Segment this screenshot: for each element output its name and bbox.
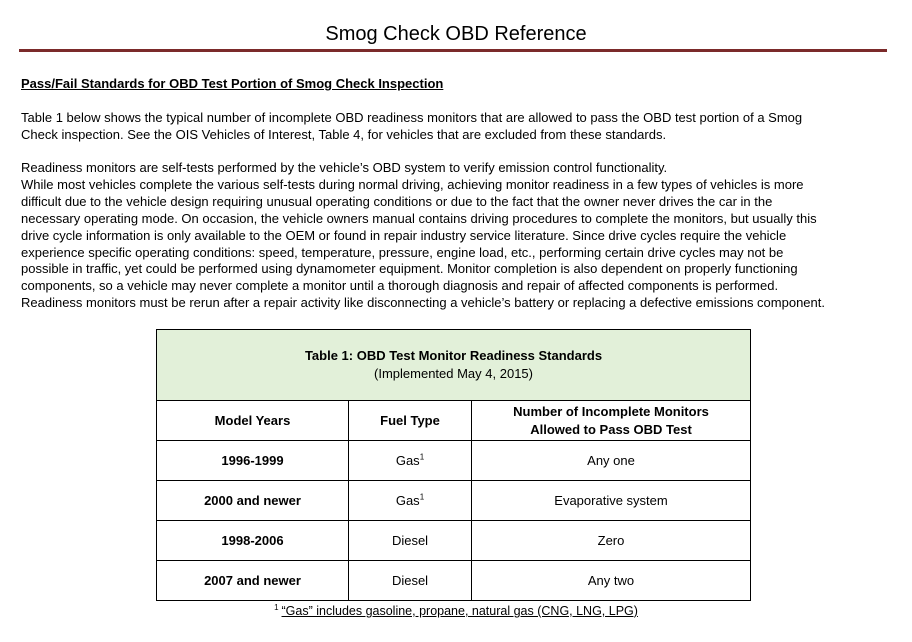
intro-paragraph-line: Check inspection. See the OIS Vehicles of Interest, Table 4, for vehicles that are excluded from these standards. (21, 126, 667, 142)
column-header-monitors (472, 401, 751, 441)
monitors-cell: Evaporative system (472, 481, 751, 521)
readiness-paragraph-line: experience specific operating conditions: speed, temperature, pressure, engine load, etc., performing certain drive cycles may not be (21, 244, 784, 260)
table-caption (157, 330, 751, 401)
footnote-marker: 1 (419, 492, 425, 502)
fuel-type-cell (349, 561, 472, 601)
fuel-type-cell (349, 481, 472, 521)
readiness-paragraph-line: Readiness monitors are self-tests performed by the vehicle’s OBD system to verify emission control functionality. (21, 160, 668, 175)
table-row (157, 441, 751, 481)
readiness-standards-table (156, 329, 751, 601)
fuel-type-text: Diesel (391, 533, 429, 548)
readiness-paragraph-line: components, so a vehicle may never complete a monitor until a thorough diagnosis and repair of affected components is performed. (21, 278, 779, 294)
column-header-model-years: Model Years (157, 401, 349, 441)
table-row (157, 521, 751, 561)
table-footnote (0, 603, 912, 619)
readiness-paragraph-line: possible in traffic, yet could be performed using dynamometer equipment. Monitor completion is also dependent on properly functioning (21, 261, 798, 277)
model-years-cell: 2000 and newer (157, 481, 349, 521)
monitors-cell: Any one (472, 441, 751, 481)
title-rule (19, 49, 887, 52)
footnote-text: “Gas” includes gasoline, propane, natural gas (CNG, LNG, LPG) (281, 604, 638, 618)
intro-paragraph-line: Table 1 below shows the typical number of incomplete OBD readiness monitors that are allowed to pass the OBD test portion of a Smog (21, 110, 803, 125)
fuel-type-cell (349, 441, 472, 481)
table-header-row (157, 401, 751, 441)
column-header-monitors-line: Allowed to Pass OBD Test (530, 421, 692, 437)
column-header-monitors-line: Number of Incomplete Monitors (513, 403, 709, 419)
readiness-paragraph-line: difficult due to the vehicle design requiring unusual operating conditions or due to the fact that the owner never drives the car in the (21, 193, 773, 209)
table-caption-subtitle: (Implemented May 4, 2015) (374, 366, 533, 381)
model-years-cell: 1996-1999 (157, 441, 349, 481)
model-years-cell: 2007 and newer (157, 561, 349, 601)
fuel-type-text: Gas (395, 493, 420, 508)
intro-paragraph (21, 110, 887, 144)
fuel-type-cell (349, 521, 472, 561)
table-caption-row (157, 330, 751, 401)
table-row (157, 481, 751, 521)
fuel-type-text: Diesel (391, 573, 429, 588)
readiness-paragraph-line: necessary operating mode. On occasion, the vehicle owners manual contains driving procedures to complete the monitors, but usually this (21, 210, 817, 226)
column-header-fuel-type: Fuel Type (349, 401, 472, 441)
monitors-cell: Zero (472, 521, 751, 561)
footnote-number: 1 (274, 602, 279, 612)
footnote-marker: 1 (419, 452, 425, 462)
table-row (157, 561, 751, 601)
page-title: Smog Check OBD Reference (325, 23, 587, 45)
table-caption-title: Table 1: OBD Test Monitor Readiness Standards (304, 348, 603, 363)
monitors-cell: Any two (472, 561, 751, 601)
section-heading: Pass/Fail Standards for OBD Test Portion of Smog Check Inspection (21, 76, 444, 91)
readiness-paragraph-line: While most vehicles complete the various self-tests during normal driving, achieving monitor readiness in a few types of vehicles is more (21, 176, 804, 192)
readiness-paragraph-line: drive cycle information is only available to the OEM or found in repair industry service literature. Since drive cycles require the vehicle (21, 227, 787, 243)
fuel-type-text: Gas (395, 453, 420, 468)
readiness-paragraph (21, 160, 887, 312)
model-years-cell: 1998-2006 (157, 521, 349, 561)
readiness-paragraph-line: Readiness monitors must be rerun after a repair activity like disconnecting a vehicle’s battery or replacing a defective emissions component. (21, 295, 825, 311)
